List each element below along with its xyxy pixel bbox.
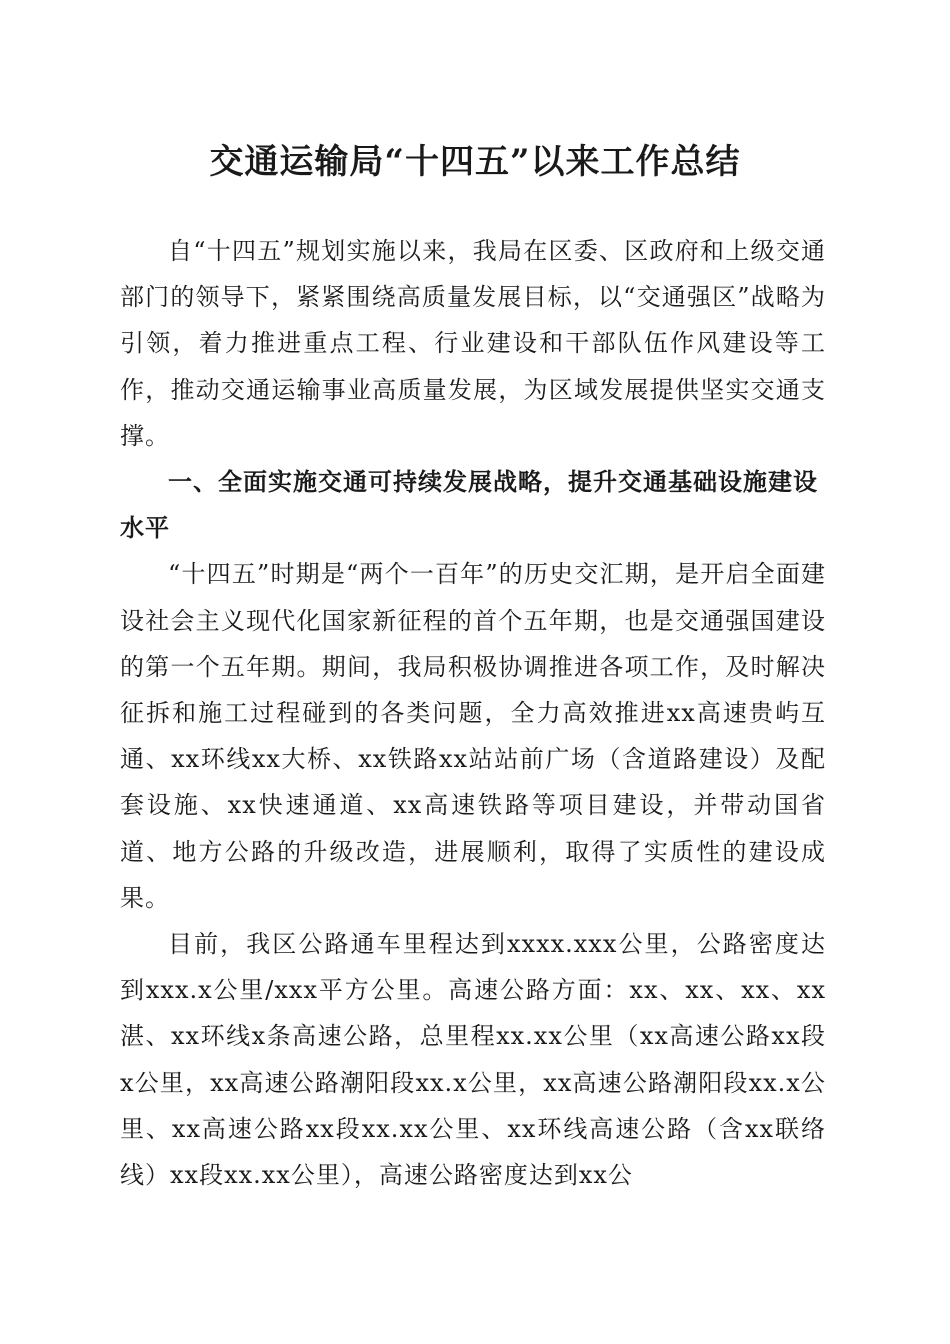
section-1-paragraph-1: “十四五”时期是“两个一百年”的历史交汇期，是开启全面建设社会主义现代化国家新征程的首个五年期，也是交通强国建设的第一个五年期。期间，我局积极协调推进各项工作，及时解决征拆和施工过程碰到的各类问题，全力高效推进xx高速贵屿互通、xx环线xx大桥、xx铁路xx站站前广场（含道路建设）及配套设施、xx快速通道、xx高速铁路等项目建设，并带动国省道、地方公路的升级改造，进展顺利，取得了实质性的建设成果。 — [120, 560, 826, 912]
section-1-paragraph-2: 目前，我区公路通车里程达到xxxx.xxx公里，公路密度达到xxx.x公里/xxx平方公里。高速公路方面：xx、xx、xx、xx湛、xx环线x条高速公路，总里程xx.xx公里（xx高速公路xx段x公里，xx高速公路潮阳段xx.x公里，xx高速公路潮阳段xx.x公里、xx高速公路xx段xx.xx公里、xx环线高速公路（含xx联络线）xx段xx.xx公里），高速公路密度达到xx公 — [120, 930, 826, 1190]
section-1-heading: 一、全面实施交通可持续发展战略，提升交通基础设施建设水平 — [120, 468, 818, 543]
intro-paragraph: 自“十四五”规划实施以来，我局在区委、区政府和上级交通部门的领导下，紧紧围绕高质量发展目标，以“交通强区”战略为引领，着力推进重点工程、行业建设和干部队伍作风建设等工作，推动交通运输事业高质量发展，为区域发展提供坚实交通支撑。 — [120, 237, 826, 450]
document-title: 交通运输局“十四五”以来工作总结 — [209, 142, 741, 182]
document-body — [120, 228, 826, 1198]
